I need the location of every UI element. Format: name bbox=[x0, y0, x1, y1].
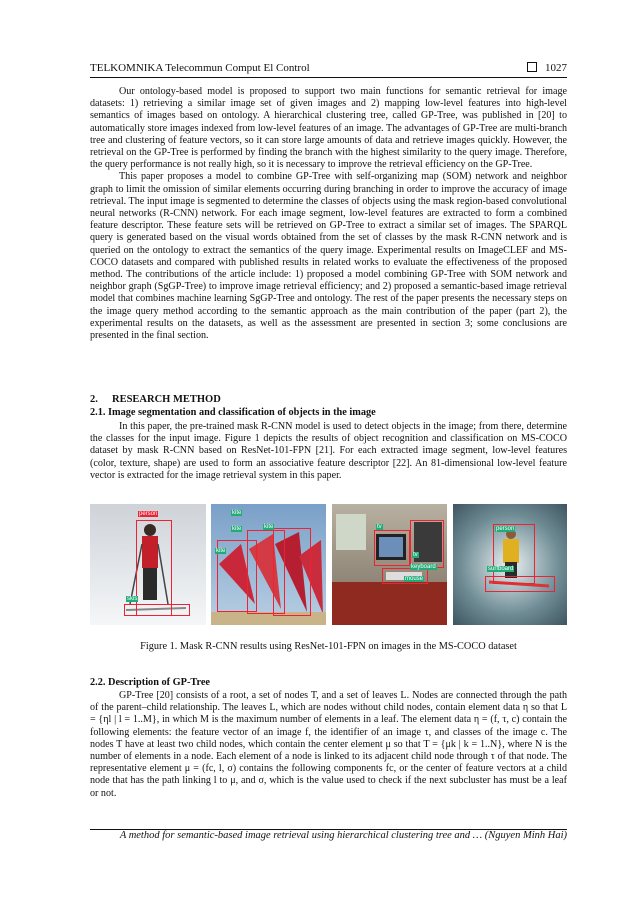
detection-label: person bbox=[496, 526, 515, 532]
subsection-heading: 2.2. Description of GP-Tree bbox=[90, 677, 211, 688]
page-number: 1027 bbox=[545, 62, 567, 74]
header-rule bbox=[90, 77, 567, 78]
detection-label: tv bbox=[413, 552, 418, 558]
detection-label: surfboard bbox=[488, 566, 514, 572]
detection-label: kite bbox=[232, 510, 242, 516]
paragraph: In this paper, the pre-trained mask R-CNN model is used to detect objects in the image; from there, determine the classes for the input image. Figure 1 depicts the results of object recognition and classification on MS-COCO dataset by mask R-CNN based on ResNet-101-FPN [21]. For each extracted image segment, low-level features (color, texture, shape) are used to form an associative feature descriptor [22]. An 81-dimensional low-level feature vector is extracted for the image retrieval system in this paper. bbox=[90, 421, 567, 481]
subsection-text bbox=[90, 421, 567, 482]
paragraph: This paper proposes a model to combine GP-Tree with self-organizing map (SOM) network and neighbor graph to limit the omission of similar elements occurring during branching in order to improve the accuracy of image retrieval. The input image is segmented to determine the classes of objects using the mask region-based convolutional neural networks (R-CNN) network. For each image segment, low-level features are extracted to form a combined feature descriptor. These feature sets will be retrieved on GP-Tree to extract a similar set of images. The SPARQL query is generated based on the visual words obtained from the set of classes by the mask R-CNN network and is queried on the ontology to extract the semantics of the query image. Experimental results on ImageCLEF and MS-COCO datasets and compared with published results in related works to evaluate the effectiveness of the proposed method. The contributions of the article include: 1) proposed a model combining GP-Tree with SOM network and neighbor graph (SgGP-Tree) to improve image retrieval efficiency; and 2) proposed a semantic-based image retrieval model that combines machine learning SgGP-Tree and ontology. The rest of the paper presents the necessary steps on the image query method according to the semantic approach as the main contribution of the paper (part 2), the experimental results on the datasets, as well as the assessment are presented in section 3; some conclusions are presented in the final section. bbox=[90, 171, 567, 342]
detection-label: tv bbox=[377, 524, 382, 530]
detection-label: mouse bbox=[405, 576, 424, 582]
detection-label: skis bbox=[127, 596, 138, 602]
figure-image-surfer bbox=[453, 504, 567, 625]
section-number: 2. bbox=[90, 394, 98, 405]
paragraph: Our ontology-based model is proposed to support two main functions for semantic retrieval for image datasets: 1) retrieving a similar image set of given images and 2) mapping low-level features into high-level semantics of images based on ontology. A hierarchical clustering tree, called GP-Tree, was published in [20] to automatically store images indexed from low-level features of an image. The advantages of GP-Tree are multi-branch tree and clustering of feature vectors, so it can store large amounts of data and retrieve images quickly. However, the retrieval on the GP-Tree is performed by finding the branch with the highest similarity to the query image. Therefore, the query performance is not really high, so it is necessary to improve the retrieval efficiency on the GP-Tree. bbox=[90, 86, 567, 171]
subsection-text bbox=[90, 690, 567, 800]
detection-label: kite bbox=[264, 524, 274, 530]
intro-text bbox=[90, 86, 567, 342]
square-box-icon bbox=[527, 62, 537, 72]
page-number-block bbox=[527, 62, 567, 74]
figure-image-office bbox=[332, 504, 447, 625]
detection-label: keyboard bbox=[411, 564, 436, 570]
running-header bbox=[90, 58, 567, 78]
detection-label: kite bbox=[232, 526, 242, 532]
detection-label: person bbox=[139, 511, 158, 517]
subsection-heading: 2.1. Image segmentation and classification of objects in the image bbox=[90, 407, 376, 418]
paragraph: GP-Tree [20] consists of a root, a set of nodes T, and a set of leaves L. Nodes are connected through the path of the parent–child relationship. The leaves L, which are nodes without child nodes, contain element data η so that L = {ηl | l = 1..M}, in which M is the maximum number of elements in a leaf. The element data η = (f, τ, c) contain the following elements: the feature vector of an image f, the identifier of an image τ, and classes of the image c. The nodes T have at least two child nodes, which contain the center element μ so that T = {μk | k = 1..N}, where N is the number of elements in a node. Each element of a node is linked to its adjacent child node through τ of that node. The representative element μ = (fc, l, σ) contains the following components fc, or the center of feature vectors at a child node that has the path linking l to μ, and σ, which is the value used to check if the next subcluster has must be a leaf or not. bbox=[90, 690, 567, 799]
detection-label: kite bbox=[216, 548, 226, 554]
running-footer: A method for semantic-based image retrieval using hierarchical clustering tree and … (Nguyen Minh Hai) bbox=[119, 830, 567, 841]
journal-name: TELKOMNIKA Telecommun Comput El Control bbox=[90, 62, 310, 74]
section-title: RESEARCH METHOD bbox=[112, 394, 221, 405]
figure-1 bbox=[90, 504, 567, 625]
figure-image-kites bbox=[211, 504, 326, 625]
section-heading bbox=[90, 394, 221, 405]
figure-caption: Figure 1. Mask R-CNN results using ResNet-101-FPN on images in the MS-COCO dataset bbox=[140, 641, 517, 652]
figure-image-skier bbox=[90, 504, 206, 625]
